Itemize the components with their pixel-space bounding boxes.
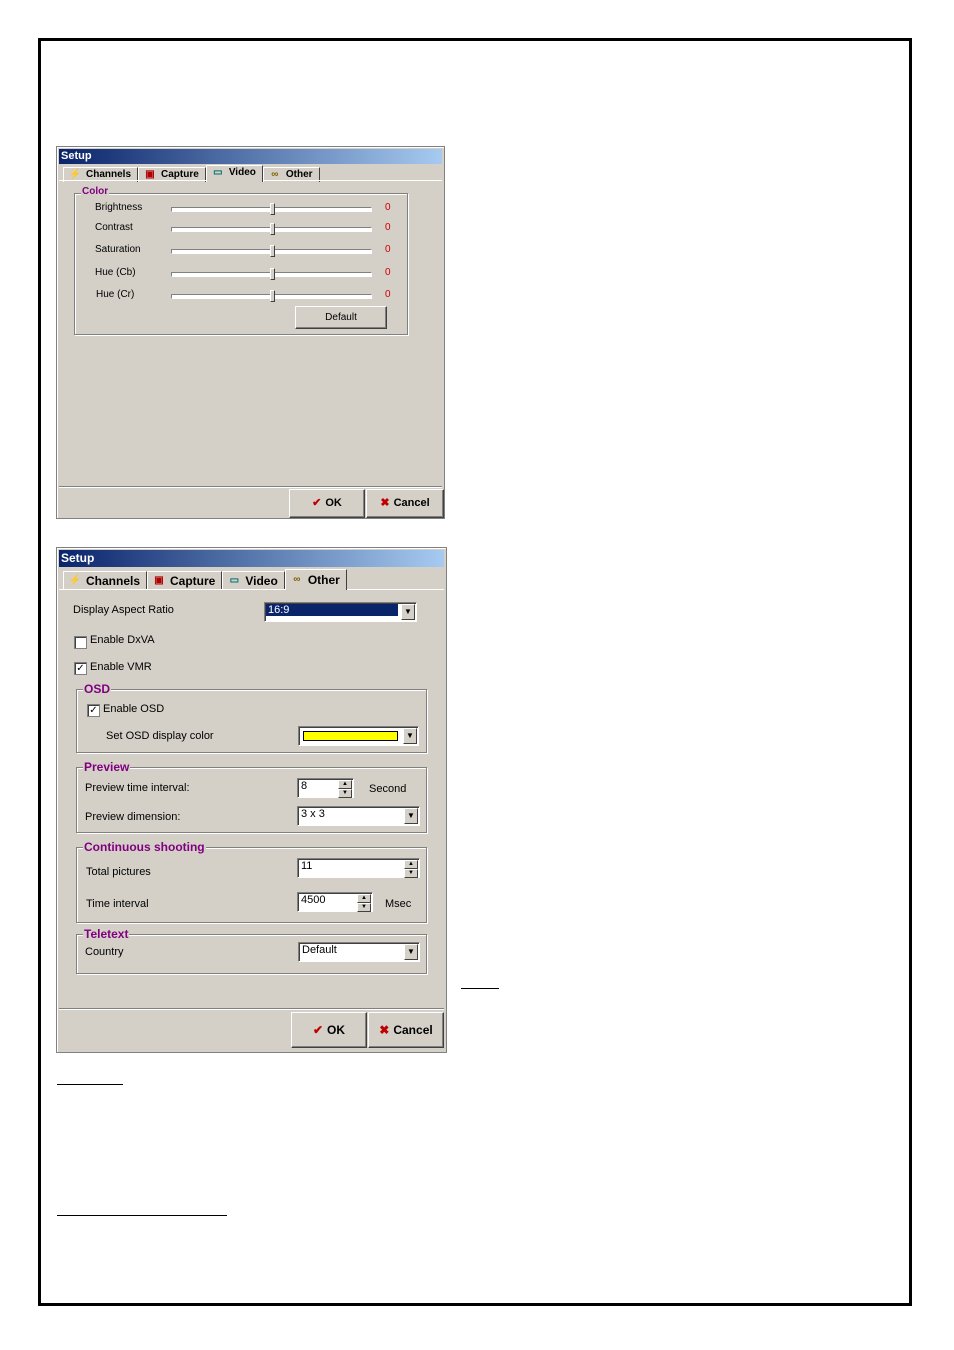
- chevron-down-icon[interactable]: ▼: [357, 903, 371, 912]
- slider-value: 0: [385, 222, 391, 233]
- checkmark-icon: ✓: [76, 663, 85, 674]
- camera-icon: ▣: [145, 169, 155, 180]
- country-value: Default: [302, 944, 337, 956]
- continuous-shooting-group-title: Continuous shooting: [84, 840, 205, 854]
- cancel-button[interactable]: ✖ Cancel: [366, 489, 444, 518]
- enable-osd-label: Enable OSD: [103, 703, 165, 715]
- slider-label: Contrast: [95, 222, 133, 233]
- slider-value: 0: [385, 202, 391, 213]
- aspect-ratio-select[interactable]: [264, 602, 417, 622]
- dialog-title: Setup: [59, 550, 444, 567]
- enable-dxva-checkbox[interactable]: [74, 636, 87, 649]
- setup-dialog-other: [56, 547, 447, 1053]
- glasses-icon: ∞: [293, 574, 301, 585]
- tab-panel: [59, 589, 444, 590]
- tab-channels[interactable]: ⚡ Channels: [63, 571, 147, 590]
- osd-color-select[interactable]: [298, 726, 419, 746]
- chevron-down-icon[interactable]: ▼: [338, 789, 352, 798]
- teletext-group-title: Teletext: [84, 927, 129, 941]
- tab-other[interactable]: ∞ Other: [263, 167, 320, 182]
- time-interval-label: Time interval: [86, 898, 149, 910]
- cancel-button[interactable]: ✖ Cancel: [368, 1012, 444, 1048]
- hue-cb-slider-thumb[interactable]: [270, 268, 275, 280]
- country-label: Country: [85, 946, 124, 958]
- contrast-slider-thumb[interactable]: [270, 223, 275, 235]
- time-interval-unit: Msec: [385, 898, 412, 910]
- preview-dimension-value: 3 x 3: [301, 808, 325, 820]
- underline-mark: [461, 988, 499, 989]
- enable-vmr-checkbox[interactable]: [74, 662, 87, 675]
- camera-icon: ▣: [154, 575, 164, 586]
- checkmark-icon: ✓: [89, 705, 98, 716]
- slider-value: 0: [385, 289, 391, 300]
- brightness-slider-thumb[interactable]: [270, 203, 275, 215]
- tab-other[interactable]: ∞ Other: [285, 569, 347, 590]
- tab-strip: [63, 569, 347, 589]
- glasses-icon: ∞: [271, 169, 279, 180]
- country-select[interactable]: [298, 942, 420, 962]
- chevron-down-icon[interactable]: ▼: [404, 808, 418, 824]
- footer-separator: [59, 486, 442, 488]
- chevron-down-icon[interactable]: ▼: [404, 944, 418, 960]
- underline-mark: [57, 1215, 227, 1216]
- osd-color-label: Set OSD display color: [106, 730, 214, 742]
- check-icon: ✔: [312, 1023, 324, 1037]
- chevron-up-icon[interactable]: ▲: [404, 860, 418, 869]
- time-interval-value: 4500: [301, 894, 326, 906]
- stepper-arrows[interactable]: [357, 894, 371, 910]
- preview-dimension-select[interactable]: [297, 806, 420, 826]
- slider-label: Hue (Cb): [95, 267, 136, 278]
- tab-video[interactable]: ▭ Video: [206, 165, 263, 182]
- tab-video[interactable]: ▭ Video: [222, 571, 284, 590]
- chevron-down-icon[interactable]: ▼: [401, 604, 415, 620]
- enable-dxva-label: Enable DxVA: [90, 634, 155, 646]
- slider-value: 0: [385, 267, 391, 278]
- total-pictures-stepper[interactable]: [297, 858, 420, 878]
- close-icon: ✖: [379, 1023, 390, 1037]
- preview-interval-unit: Second: [369, 783, 407, 795]
- check-icon: ✔: [312, 497, 322, 509]
- slider-value: 0: [385, 244, 391, 255]
- stepper-arrows[interactable]: [404, 860, 418, 876]
- ok-button[interactable]: ✔ OK: [291, 1012, 367, 1048]
- color-group-title: Color: [82, 186, 109, 197]
- tab-capture[interactable]: ▣ Capture: [147, 571, 222, 590]
- aspect-ratio-value: 16:9: [266, 604, 398, 616]
- setup-dialog-video: [56, 146, 445, 519]
- osd-color-swatch: [303, 731, 398, 741]
- underline-mark: [57, 1084, 123, 1085]
- total-pictures-value: 11: [301, 860, 313, 872]
- satellite-dish-icon: ⚡: [68, 169, 82, 180]
- chevron-up-icon[interactable]: ▲: [357, 894, 371, 903]
- preview-interval-stepper[interactable]: [297, 778, 354, 798]
- default-button[interactable]: Default: [295, 306, 387, 329]
- slider-label: Saturation: [95, 244, 141, 255]
- satellite-dish-icon: ⚡: [68, 575, 82, 586]
- monitor-icon: ▭: [213, 167, 223, 178]
- time-interval-stepper[interactable]: [297, 892, 373, 912]
- chevron-up-icon[interactable]: ▲: [338, 780, 352, 789]
- tab-capture[interactable]: ▣ Capture: [138, 167, 206, 182]
- footer-separator: [59, 1008, 444, 1010]
- saturation-slider-thumb[interactable]: [270, 245, 275, 257]
- preview-interval-value: 8: [301, 780, 308, 792]
- stepper-arrows[interactable]: [338, 780, 352, 796]
- enable-vmr-label: Enable VMR: [90, 661, 152, 673]
- chevron-down-icon[interactable]: ▼: [403, 728, 417, 744]
- close-icon: ✖: [380, 497, 390, 509]
- osd-group-title: OSD: [84, 682, 111, 696]
- preview-interval-label: Preview time interval:: [85, 782, 190, 794]
- slider-label: Hue (Cr): [96, 289, 135, 300]
- hue-cr-slider-thumb[interactable]: [270, 290, 275, 302]
- tab-strip: [63, 165, 320, 181]
- slider-label: Brightness: [95, 202, 143, 213]
- dialog-title: Setup: [59, 149, 442, 164]
- ok-button[interactable]: ✔ OK: [289, 489, 365, 518]
- enable-osd-checkbox[interactable]: [87, 704, 100, 717]
- aspect-ratio-label: Display Aspect Ratio: [73, 604, 174, 616]
- monitor-icon: ▭: [229, 575, 240, 586]
- tab-channels[interactable]: ⚡ Channels: [63, 167, 138, 182]
- preview-group-title: Preview: [84, 760, 130, 774]
- preview-dimension-label: Preview dimension:: [85, 811, 181, 823]
- total-pictures-label: Total pictures: [86, 866, 151, 878]
- chevron-down-icon[interactable]: ▼: [404, 869, 418, 878]
